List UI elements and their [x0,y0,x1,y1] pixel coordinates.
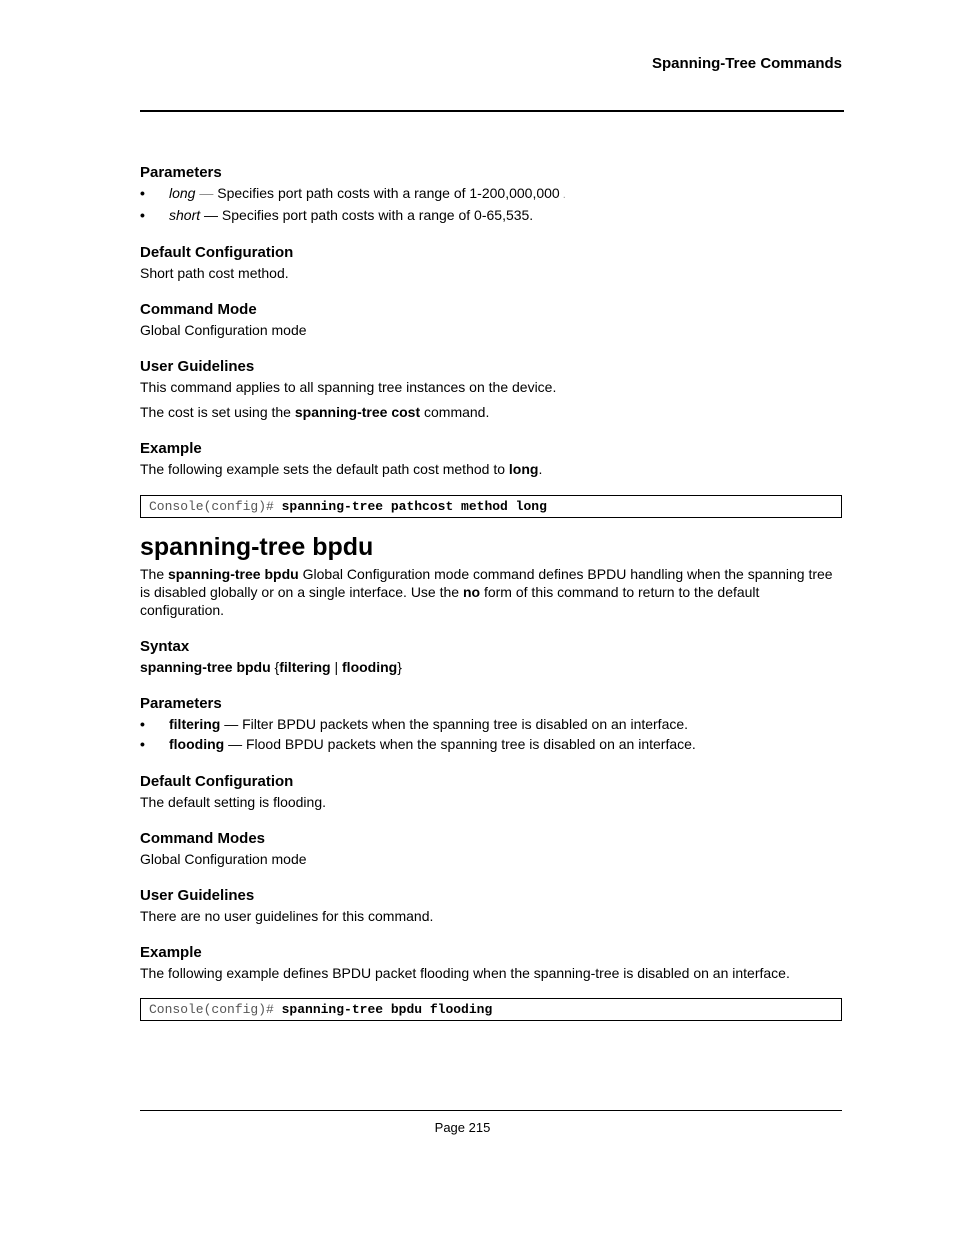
parameters-section [140,694,842,754]
syntax-separator: | [330,659,343,675]
command-modes-heading: Command Modes [140,830,266,847]
param-dash: — [195,185,218,201]
syntax-option: filtering [279,659,331,675]
param-term: flooding [169,736,225,752]
code-command: spanning-tree pathcost method long [281,499,547,514]
parameters-heading: Parameters [140,164,222,181]
command-mode-section [140,300,842,339]
command-mode-text: Global Configuration mode [140,322,307,338]
command-modes-section [140,829,842,868]
param-desc: — Flood BPDU packets when the spanning tree is disabled on an interface. [224,736,696,752]
default-config-heading: Default Configuration [140,773,294,790]
user-guidelines-text: This command applies to all spanning tree instances on the device. [140,379,557,395]
header-rule [140,110,844,112]
default-config-text: Short path cost method. [140,265,289,281]
syntax-brace: } [397,659,402,675]
code-command: spanning-tree bpdu flooding [281,1002,493,1017]
keyword: long [508,461,539,477]
code-example-box [140,998,842,1021]
bullet-icon: • [140,207,145,223]
param-term: filtering [169,716,221,732]
command-title: spanning-tree bpdu [140,533,374,561]
user-guidelines-section [140,886,842,925]
param-desc: Specifies port path costs with a range of 1-200,000,000 [217,185,560,201]
running-header-title: Spanning-Tree Commands [651,55,842,72]
param-dash: — [200,207,222,223]
keyword: no [462,584,481,600]
text-run: . [538,461,543,477]
user-guidelines-heading: User Guidelines [140,358,255,375]
code-example-box [140,495,842,518]
default-config-section [140,772,842,811]
default-config-heading: Default Configuration [140,244,294,261]
param-desc: Specifies port path costs with a range of 0-65,535. [221,207,534,223]
code-prompt: Console(config)# [149,1002,282,1017]
syntax-line [140,658,842,676]
syntax-heading: Syntax [140,638,190,655]
default-config-section [140,243,842,282]
page-number: Page 215 [434,1120,491,1135]
param-term: long [169,185,196,201]
parameter-item-short [140,206,842,225]
param-term: short [169,207,201,223]
example-section [140,943,842,1021]
user-guidelines-section [140,357,842,421]
example-heading: Example [140,440,202,457]
bullet-icon: • [140,716,145,732]
user-guidelines-cost-text [140,403,842,421]
syntax-option: flooding [342,659,398,675]
default-config-text: The default setting is flooding. [140,794,327,810]
example-text: The following example defines BPDU packet flooding when the spanning-tree is disabled on an interface. [140,965,790,981]
syntax-section [140,637,842,676]
parameter-item-filtering [140,715,842,734]
code-prompt: Console(config)# [149,499,282,514]
command-mode-heading: Command Mode [140,301,257,318]
parameters-list [140,184,842,225]
parameters-heading: Parameters [140,695,222,712]
page-content [140,163,842,1021]
syntax-command: spanning-tree bpdu [140,659,271,675]
text-run: The following example sets the default path cost method to [140,461,509,477]
example-text [140,460,842,478]
param-desc: — Filter BPDU packets when the spanning tree is disabled on an interface. [220,716,689,732]
text-run: The [140,566,169,582]
parameters-section [140,163,842,225]
text-run: command. [420,404,490,420]
param-trail: . [559,189,566,201]
text-run: Global Configuration mode command defines BPDU handling when the spanning tree is disabled globally or on a single interface. Use the [140,566,833,600]
user-guidelines-text: There are no user guidelines for this command. [140,908,434,924]
bullet-icon: • [140,185,145,201]
footer-rule [140,1110,842,1111]
command-name: spanning-tree bpdu [168,566,299,582]
user-guidelines-heading: User Guidelines [140,887,255,904]
parameters-list [140,715,842,754]
command-intro [140,565,842,619]
example-heading: Example [140,944,202,961]
example-section [140,439,842,518]
command-modes-text: Global Configuration mode [140,851,307,867]
command-name: spanning-tree cost [294,404,421,420]
parameter-item-flooding [140,735,842,754]
parameter-item-long [140,184,842,205]
syntax-brace: { [270,659,280,675]
bullet-icon: • [140,736,145,752]
text-run: The cost is set using the [140,404,295,420]
text-run: form of this command to return to the default configuration. [140,584,760,618]
